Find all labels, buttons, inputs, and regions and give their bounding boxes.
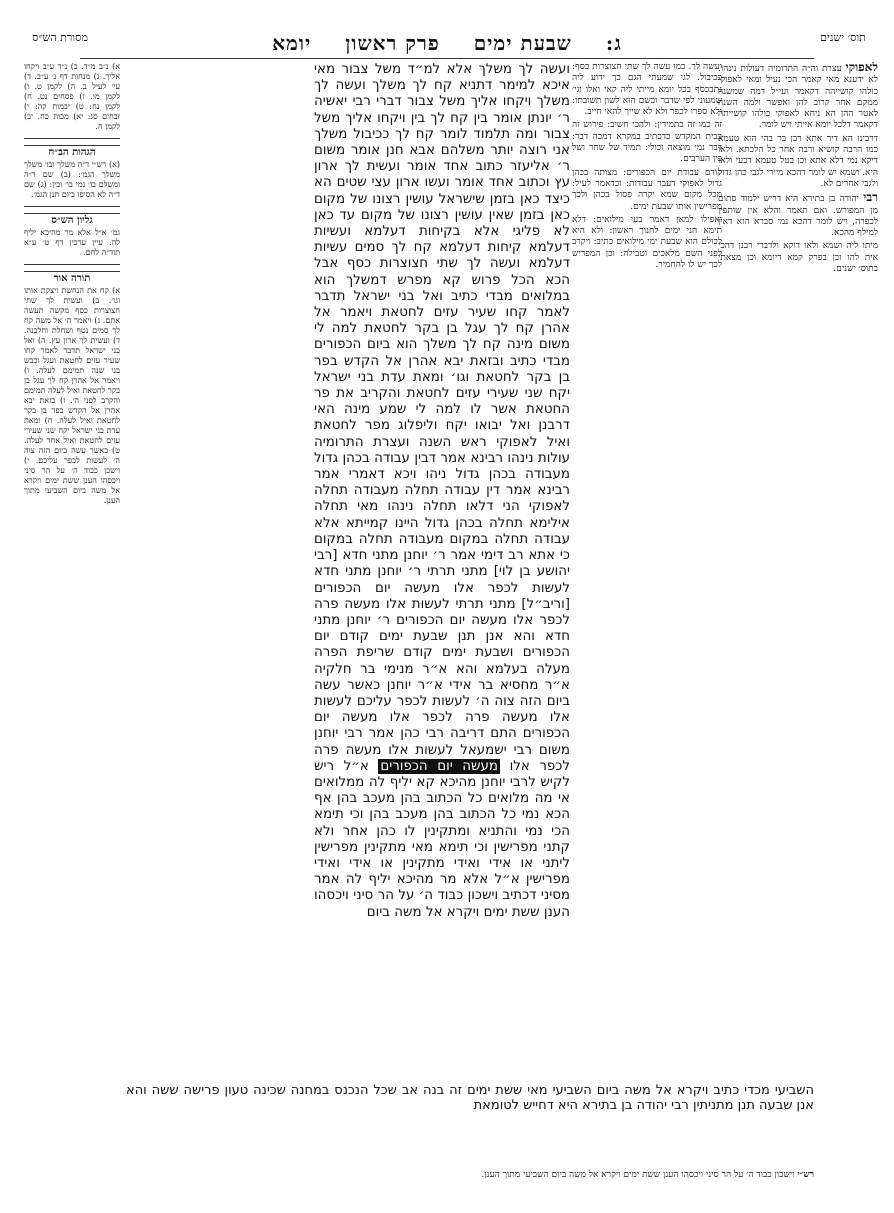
tosafot-yeshanim-heading: תוס׳ ישנים [820,31,866,44]
gemara-main-text [314,62,570,1082]
gemara-bottom-text: השביעי מכדי כתיב ויקרא אל משה ביום השביעי מאי ששת ימים זה בנה אב שכל הנכנס במחנה שכינה טעון פרישה ששה והא אנן שבעה תנן מתניתין רבי יהודה בן בתירא היא דחייש לטומאת [126,1083,814,1114]
hagahot-title: הגהות הב״ח [24,145,120,158]
tosafot-column [718,62,878,1102]
gemara-refs-box [24,62,120,139]
bottom-rashi-label: רש״י [797,1170,814,1180]
torah-or-text: א) קח את הנחשת ויצקת אותו וגו׳. ב) ועשית לך שתי חצוצרות כסף מקשה תעשה אתם. ג) ויאמר ה׳ אל משה קח לך סמים נטף ושחלת וחלבנה. ד) ועשית לך ארון עץ. ה) ואל בני ישראל תדבר לאמר קחו שעיר עזים לחטאת ועגל וכבש בני שנה תמימם לעלה. ו) ויאמר אל אהרן קח לך עגל בן בקר לחטאת ואיל לעלה תמימם והקרב לפני ה׳. ז) בזאת יבא אהרן אל הקדש בפר בן בקר לחטאת ואיל לעלה. ח) ומאת עדת בני ישראל יקח שני שעירי עזים לחטאת ואיל אחד לעלה. ט) כאשר עשה ביום הזה צוה ה׳ לעשות לכפר עליכם. י) וישכן כבוד ה׳ על הר סיני ויכסהו הענן ששת ימים ויקרא אל משה ביום השביעי מתוך הענן. [24,286,120,505]
hagahot-text: (א) רש״י ד״ה משלך ובו׳ משלך משלך הגמ׳: (ב) שם ד״ה ומשלם בו׳ נמי בו׳ ובין: (ג) שם ד״ה לא הסיפו ביום תנן הגמ׳. [24,160,120,199]
gemara-refs-text: א) נ״ב מ״ד. ב) נ״ד ע״ב ויקחו אליך. ג) מנחות דף נ׳ ע״ב. ד) עי׳ לעיל ב. ה) לקמן ט. ו) לקמן מו. ז) פסחים נט. ח) לקמן נח: ט) יבמות קה: י) זבחים סג: יא) מכות כח. יב) לקמן ח. [24,62,120,131]
gilyon-title: גליון הש״ס [24,213,120,226]
rashi-text-2: זה כמו זה בתמידין: ולהכי חשיב: פירוש זה בבית המקדש כדכתיב במקרא דמכה דבר: דבר נמי מוצאה וכולי: תמיד של שחר ושל בין הערבים. [572,120,722,165]
tractate-name: יומא [272,30,312,55]
folio-number: ג: [605,30,622,55]
title-part1: שבעת ימים [473,30,572,55]
tosafot-text-2: דרבינו הא דיר אתא רבן בר בהי הוא טעמא כמו הרבה קושיא ורבה אחר כל הלכתא. ולאו דיקא נמי דלא אתא וכן בטל טעמא דבעי ולאו היא. ושמא יש לומר דהכא מיירי לגבי כהן גדול ולגבי אחרים לא. [718,133,878,189]
rashi-column [572,62,722,1102]
rashi-text-4: ואפילו למאן דאמר בעי מילואים: דלא תימא הני ימים לחנוך ראשון: ולא היא לכולם הוא שבעת ימי מילואים כתיב: ויקרב לפני השם מלאכים וטבילה: וכן המפריש לכך יש לו להחמיר. [572,214,722,271]
hagahot-box [24,160,120,207]
margin-references [24,62,120,1162]
tosafot-text-4: מיתו ליה ושמא ולאו דוקא ולדברי רבנן דהכי אית להו וכן בפרק קמא דיומא וכן מצאתי בתוס׳ ישנים. [718,241,878,275]
gemara-text-3: א״ל ריש לקיש לרבי יוחנן מהיכא קא יליף לה ממלואים אי מה מלואים כל הכתוב בהן מעכב בהן אף הכא נמי כל הכתוב בהן מעכב בהן וכי תימא הכי נמי והתניא ומתקינין לו כהן אחר ולא קתני מפרישין וכי תימא מאי מתקינין מפרישין ליתני או אידי ואידי מתקינין או אידי ואידי מפרישין א״ל אלא מר מהיכא יליף לה אמר מסיני דכתיב וישכון כבוד ה׳ על הר סיני ויכסהו הענן ששת ימים ויקרא אל משה ביום [314,758,570,920]
gemara-text-2: [רבי יהושע בן לוי] מתני תרתי ר׳ יוחנן מתני חדא לעשות לכפר אלו מעשה יום הכפורים [וריב״ל] מתני תרתי לעשות אלו מעשה פרה לכפר אלו מעשה יום הכפורים ר׳ יוחנן מתני חדא והא אנן תנן שבעת ימים קודם יום הכפורים ושבעת ימים קודם שריפת הפרה מעלה בעלמא והא א״ר מנימי בר חלקיה א״ר מחסיא בר אידי א״ר יוחנן כאשר עשה ביום הזה צוה ה׳ לעשות לכפר עליכם לעשות אלו מעשה פרה לכפר אלו מעשה יום הכפורים התם דריבה רבי כהן אמר רבי יוחנן משום רבי ישמעאל לעשות אלו מעשה פרה לכפר אלו [314,548,570,774]
tosafot-lead-word: לאפוקי [845,62,878,74]
gilyon-box [24,228,120,265]
gilyon-text: גמ׳ א״ל אלא מר מהיכא יליף לה. עיין ערכין דף ט׳ ע״א תוד״ה לחם. [24,228,120,257]
running-header [80,30,814,56]
chapter-label: פרק ראשון [345,30,440,55]
highlighted-phrase: מעשה יום הכפורים [380,758,499,774]
rashi-text-3: קודם עבודת יום הכפורים: מצותה בכהן גדול לאפוקי דעבר עבודות: וכדאמר לעיל: מכל מקום שמא יקרה פסול בכהן ולכך מפרישין אותו שבעת ימים. [572,167,722,212]
tosafot-lead-word-2: רבי [863,190,878,205]
torah-or-title: תורה אור [24,271,120,284]
bottom-rashi-note [126,1170,814,1181]
tosafot-text-3: יהודה בן בתירא היא דריש ילמוד סתום מן המפורש. ואם תאמר והלא אין שותפין לכפרה, ויש לומר דהכא נמי סברא הוא דאין למילף מהכא. [718,194,878,239]
header-rule [80,58,814,59]
rashi-text-1: ועשה לך. כמו עשה לך שתי חצוצרות כסף: ככיבול. לגי שמעתי הגם כך ידוע ליה נתבכסף בכל יומא מייתי ליה קאי ואלו וגי׳ שמעוני לפי שדבר ובשם הוא לשון תשובתו: ולא ספרו לכפר ולא לא שייך להאי חייב. [572,62,722,118]
gemara-text-1: ועשה לך משלך אלא למ״ד משל צבור מאי איכא למימר דתניא קח לך משלך ועשה לך משלך ויקחו אליך משל צבור דברי רבי יאשיה ר׳ יונתן אומר בין קח לך בין ויקחו אליך משל צבור ומה תלמוד לומר קח לך ככיבול משלך אני רוצה יותר משלהם אבא חנן אומר משום ר׳ אליעזר כתוב אחד אומר ועשית לך ארון עץ וכתוב אחד אומר ועשו ארון עצי שטים הא כיצד כאן בזמן שישראל עושין רצונו של מקום כאן בזמן שאין עושין רצונו של מקום עד כאן לא פליגי אלא בקיחות דעלמא ועשיות דעלמא קיחות דעלמא קח לך סמים עשיות דעלמא ועשה לך שתי חצוצרות כסף אבל הכא הכל פרוש קא מפרש דמשלך הוא במלואים מבדי כתיב ואל בני ישראל תדבר לאמר קחו שעיר עזים לחטאת ויאמר אל אהרן קח לך עגל בן בקר לחטאת למה לי משום מינה קח לך משלך הוא ביום הכפורים מבדי כתיב ובזאת יבא אהרן אל הקדש בפר בן בקר לחטאת וגו׳ ומאת עדת בני ישראל יקח שני שעירי עזים לחטאת והקריב את פר החטאת אשר לו למה לי שמע מינה האי דרבנן ואל יבואו יקח וליפלוג מפר לחטאת ואיל לאפוקי ראש השנה ועצרת התרומיה עולות נינהו רבינא אמר דבין עבודה בכהן גדול מעבודה בכהן גדול ניהו ויכא דאמרי אמר רבינא אמר דין עבודה תחלה מעבודה תחלה לאפוקי הני דלאו תחלה נינהו מאי תחלה אילימא תחלה בכהן גדול היינו קמייתא אלא עבודה תחלה במקום מעבודה תחלה במקום כי אתא רב דימי אמר ר׳ יוחנן מתני חדא [314,62,570,564]
bottom-rashi-text: וישכון כבוד ה׳ על הר סיני ויכסהו הענן ששת ימים ויקרא אל משה ביום השביעי מתוך הענן. [481,1170,795,1180]
masoret-hashas-heading: מסורת הש״ס [32,31,88,44]
torah-or-box [24,286,120,506]
tosafot-text-1: עצרת וה״ה התרומיה דעולות נינהו. לא ידענא מאי קאמר הכי נעיל ומאי לאפוקי כולהו קושייהה דקאמר ועי״ל דמה שמשנה ממקם אחר קרוב להן ואפשר ולמה השנה לאטר ההן הא ניחא לאפוקי כולהו קושייתה דקאמר דלכל יומא אייתי ויש לומר. [718,64,878,131]
